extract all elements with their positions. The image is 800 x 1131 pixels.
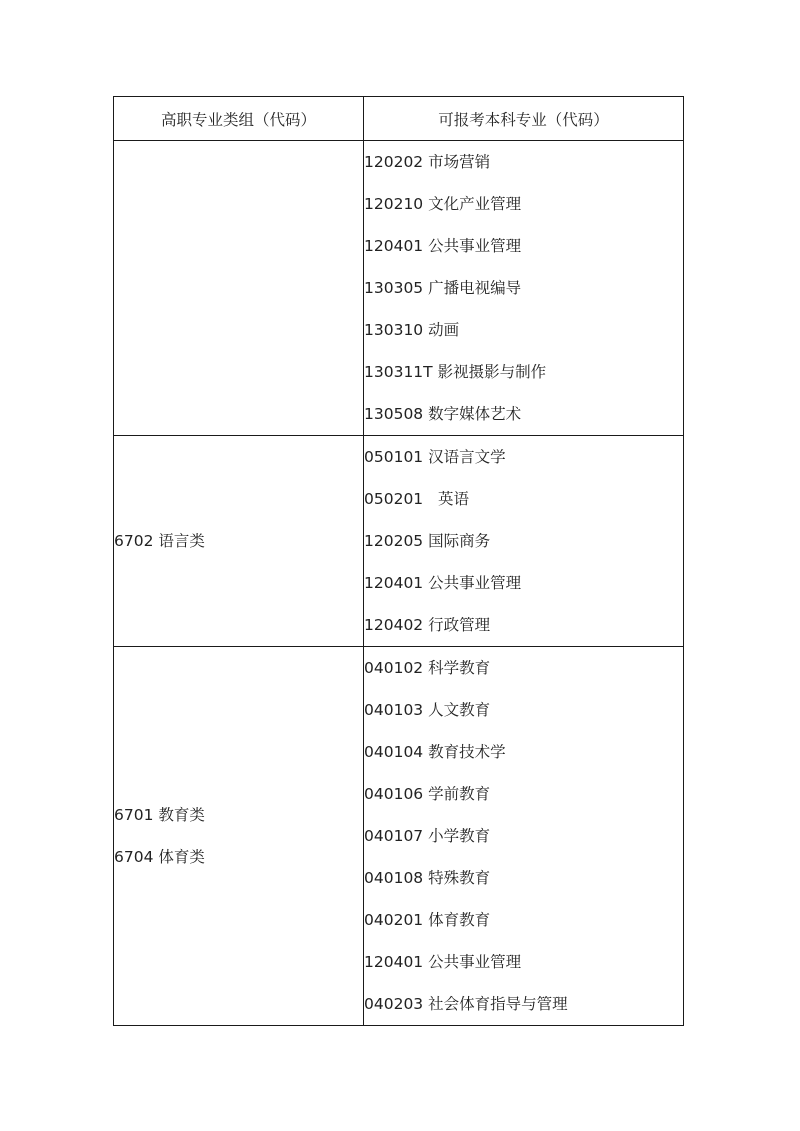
undergraduate-major-item: 040108 特殊教育 bbox=[364, 869, 491, 887]
undergraduate-major-item: 040107 小学教育 bbox=[364, 827, 491, 845]
undergraduate-major-item: 130311T 影视摄影与制作 bbox=[364, 363, 547, 381]
vocational-group-cell bbox=[114, 647, 364, 1026]
vocational-group-item: 6702 语言类 bbox=[114, 532, 205, 550]
table-body bbox=[114, 141, 684, 1026]
undergraduate-major-cell bbox=[364, 141, 684, 436]
undergraduate-major-cell bbox=[364, 647, 684, 1026]
undergraduate-major-item: 120205 国际商务 bbox=[364, 532, 491, 550]
vocational-group-item: 6704 体育类 bbox=[114, 848, 205, 866]
undergraduate-major-item: 120202 市场营销 bbox=[364, 153, 491, 171]
undergraduate-major-item: 120401 公共事业管理 bbox=[364, 953, 522, 971]
table-row bbox=[114, 141, 684, 436]
table-row bbox=[114, 647, 684, 1026]
undergraduate-major-item: 130508 数字媒体艺术 bbox=[364, 405, 522, 423]
header-vocational-group: 高职专业类组（代码） bbox=[114, 97, 364, 141]
major-mapping-table bbox=[113, 96, 684, 1026]
undergraduate-major-item: 040103 人文教育 bbox=[364, 701, 491, 719]
undergraduate-major-item: 120401 公共事业管理 bbox=[364, 237, 522, 255]
vocational-group-cell bbox=[114, 436, 364, 647]
vocational-group-cell bbox=[114, 141, 364, 436]
undergraduate-major-item: 050201 英语 bbox=[364, 490, 469, 508]
undergraduate-major-item: 050101 汉语言文学 bbox=[364, 448, 506, 466]
undergraduate-major-item: 120210 文化产业管理 bbox=[364, 195, 522, 213]
undergraduate-major-item: 040102 科学教育 bbox=[364, 659, 491, 677]
table-header-row bbox=[114, 97, 684, 141]
undergraduate-major-item: 120401 公共事业管理 bbox=[364, 574, 522, 592]
undergraduate-major-item: 120402 行政管理 bbox=[364, 616, 491, 634]
undergraduate-major-item: 130305 广播电视编导 bbox=[364, 279, 522, 297]
undergraduate-major-item: 040104 教育技术学 bbox=[364, 743, 506, 761]
undergraduate-major-item: 130310 动画 bbox=[364, 321, 460, 339]
undergraduate-major-item: 040203 社会体育指导与管理 bbox=[364, 995, 568, 1013]
undergraduate-major-item: 040106 学前教育 bbox=[364, 785, 491, 803]
undergraduate-major-cell bbox=[364, 436, 684, 647]
table-row bbox=[114, 436, 684, 647]
vocational-group-item: 6701 教育类 bbox=[114, 806, 205, 824]
header-undergraduate-major: 可报考本科专业（代码） bbox=[364, 97, 684, 141]
undergraduate-major-item: 040201 体育教育 bbox=[364, 911, 491, 929]
